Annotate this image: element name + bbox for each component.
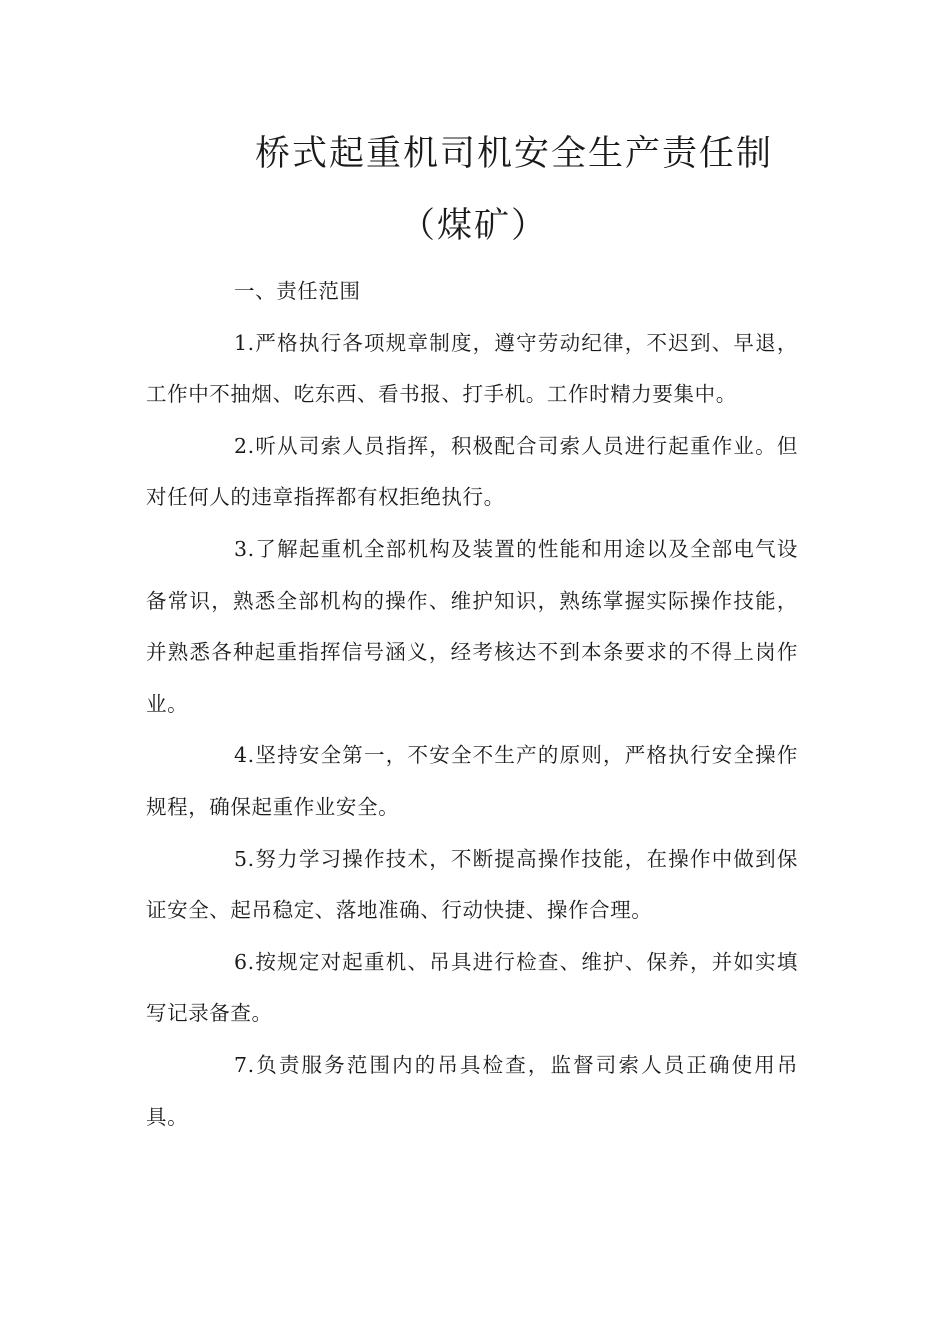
responsibility-item-5: 5.努力学习操作技术，不断提高操作技能，在操作中做到保证安全、起吊稳定、落地准确、行动快捷、操作合理。 [146,846,798,923]
document-title: 桥式起重机司机安全生产责任制（煤矿） [254,134,773,246]
document-body [146,266,798,1143]
responsibility-item-4: 4.坚持安全第一，不安全不生产的原则，严格执行安全操作规程，确保起重作业安全。 [146,743,798,819]
responsibility-item-6: 6.按规定对起重机、吊具进行检查、维护、保养，并如实填写记录备查。 [146,949,798,1026]
responsibility-item-1: 1.严格执行各项规章制度，遵守劳动纪律，不迟到、早退，工作中不抽烟、吃东西、看书报、打手机。工作时精力要集中。 [146,330,798,407]
responsibility-item-7: 7.负责服务范围内的吊具检查，监督司索人员正确使用吊具。 [146,1052,798,1129]
responsibility-item-3: 3.了解起重机全部机构及装置的性能和用途以及全部电气设备常识，熟悉全部机构的操作、维护知识，熟练掌握实际操作技能，并熟悉各种起重指挥信号涵义，经考核达不到本条要求的不得上岗作业。 [146,536,798,716]
responsibility-item-2: 2.听从司索人员指挥，积极配合司索人员进行起重作业。但对任何人的违章指挥都有权拒绝执行。 [146,433,798,510]
section-heading: 一、责任范围 [234,279,361,303]
